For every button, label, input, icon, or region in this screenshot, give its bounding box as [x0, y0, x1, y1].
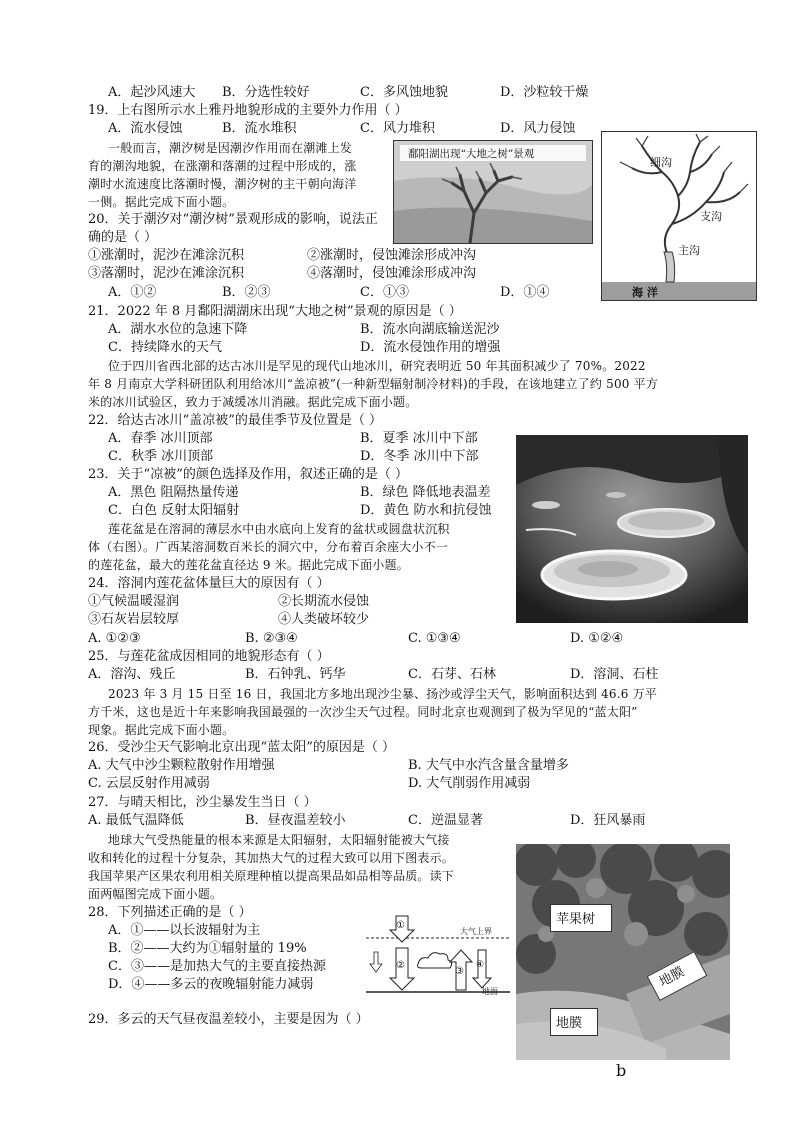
q20-choice-1: ①涨潮时，泥沙在滩涂沉积: [88, 248, 245, 263]
q24-choice-4: ④人类破坏较少: [278, 612, 370, 627]
q28-stem: 28．下列描述正确的是（ ）: [88, 905, 252, 920]
q27-option-c: C．逆温显著: [408, 813, 483, 828]
passage5-line2: 收和转化的过程十分复杂，其加热大气的过程大致可以用下图表示。: [88, 851, 455, 865]
passage1-line3: 潮时水流速度比落潮时慢，潮汐树的主干朝向海洋: [88, 177, 357, 191]
passage5-line4: 面两幅图完成下面小题。: [88, 887, 223, 901]
q20-option-b: B．②③: [222, 285, 271, 300]
q18-option-b: B．分选性较好: [222, 85, 310, 100]
q25-stem: 25．与莲花盆成因相同的地貌形态有（ ）: [88, 649, 330, 664]
q19-stem: 19．上右图所示水上雅丹地貌形成的主要外力作用（ ）: [88, 103, 408, 118]
q27-option-b: B．昼夜温差较小: [245, 813, 346, 828]
q25-option-c: C．石芽、石林: [408, 667, 496, 682]
q24-choice-3: ③石灰岩层较厚: [88, 612, 180, 627]
apple-orchard-photo: [516, 844, 730, 1060]
ground-film-label-2: 地膜: [556, 1016, 583, 1031]
q25-option-b: B．石钟乳、钙华: [245, 667, 346, 682]
photo1-caption: 鄱阳湖出现“大地之树”景观: [408, 148, 535, 160]
q24-stem: 24．溶洞内莲花盆体量巨大的原因有（ ）: [88, 576, 330, 591]
q28-option-c: C．③——是加热大气的主要直接热源: [108, 959, 326, 974]
q26-stem: 26．受沙尘天气影响北京出现“蓝太阳”的原因是（ ）: [88, 740, 395, 755]
q29-stem: 29．多云的天气昼夜温差较小，主要是因为（ ）: [88, 1012, 369, 1027]
q21-option-c: C．持续降水的天气: [108, 340, 222, 355]
q20-option-a: A．①②: [108, 285, 157, 300]
atmosphere-top-label: 大气上界: [460, 927, 492, 936]
q21-option-a: A．湖水水位的急速下降: [108, 322, 248, 337]
passage1-line2: 育的潮沟地貌，在涨潮和落潮的过程中形成的，涨: [88, 159, 357, 173]
q22-option-b: B．夏季 冰川中下部: [360, 431, 478, 446]
q22-option-a: A．春季 冰川顶部: [108, 431, 213, 446]
q27-stem: 27．与晴天相比，沙尘暴发生当日（ ）: [88, 795, 317, 810]
q24-option-d: D. ①②④: [570, 631, 624, 646]
tidal-tree-diagram: [601, 131, 757, 301]
q20-choice-2: ②涨潮时，侵蚀滩涂形成冲沟: [307, 248, 477, 263]
passage1-line1: 一般而言，潮汐树是因潮汐作用而在潮滩上发: [108, 141, 353, 155]
q25-option-d: D．溶洞、石柱: [570, 667, 659, 682]
arrow-4-label: ④: [476, 960, 485, 970]
lotus-basin-photo: [516, 435, 748, 623]
q26-option-c: C. 云层反射作用减弱: [88, 776, 210, 791]
passage4-line2: 方千米，这也是近十年来影响我国最强的一次沙尘天气过程。同时北京也观测到了极为罕见的“蓝太阳”: [88, 705, 638, 719]
q19-option-d: D．风力侵蚀: [500, 121, 576, 136]
q20-stem-line2: 确的是（ ）: [88, 230, 158, 245]
label-branch-channel: 支沟: [700, 210, 722, 223]
apple-tree-label: 苹果树: [556, 912, 596, 927]
q21-option-d: D．流水侵蚀作用的增强: [360, 340, 501, 355]
passage2-line2: 年 8 月南京大学科研团队利用给冰川“盖凉被”(一种新型辐射制冷材料)的手段，在该地建立了约 500 平方: [88, 377, 659, 391]
q24-option-b: B. ②③④: [245, 631, 298, 646]
q19-option-b: B．流水堆积: [222, 121, 297, 136]
label-main-channel: 主沟: [678, 244, 700, 257]
passage2-line1: 位于四川省西北部的达古冰川是罕见的现代山地冰川，研究表明近 50 年其面积减少了 70%。2022: [108, 359, 646, 373]
label-sea: 海 洋: [632, 286, 658, 299]
q20-choice-4: ④落潮时，侵蚀滩涂形成冲沟: [307, 266, 477, 281]
q24-choice-1: ①气候温暖湿润: [88, 594, 180, 609]
passage3-line3: 的莲花盆，最大的莲花盆直径达 9 米。据此完成下面小题。: [88, 558, 409, 572]
passage2-line3: 米的冰川试验区，致力于减缓冰川消融。据此完成下面小题。: [88, 395, 418, 409]
q20-choice-3: ③落潮时，泥沙在滩涂沉积: [88, 266, 245, 281]
arrow-1-label: ①: [396, 920, 405, 931]
arrow-3-label: ③: [455, 966, 464, 977]
q23-stem: 23．关于“凉被”的颜色选择及作用，叙述正确的是（ ）: [88, 467, 408, 482]
atmosphere-heating-diagram: [366, 914, 510, 998]
passage4-line3: 现象。据此完成下面小题。: [88, 723, 235, 737]
q22-option-c: C．秋季 冰川顶部: [108, 449, 214, 464]
q20-option-c: C．①③: [360, 285, 409, 300]
q20-stem-line1: 20．关于潮汐对“潮汐树”景观形成的影响，说法正: [88, 212, 378, 227]
q18-option-c: C．多风蚀地貌: [360, 85, 448, 100]
q22-stem: 22．给达古冰川“盖凉被”的最佳季节及位置是（ ）: [88, 413, 382, 428]
q18-option-a: A．起沙风速大: [108, 85, 196, 100]
q20-option-d: D．①④: [500, 285, 550, 300]
poyang-tree-photo: [393, 140, 593, 244]
q24-option-a: A. ①②③: [88, 631, 141, 646]
q28-option-d: D．④——多云的夜晚辐射能力减弱: [108, 977, 314, 992]
q23-option-a: A．黑色 阻隔热量传递: [108, 485, 239, 500]
passage1-line4: 一侧。据此完成下面小题。: [88, 195, 235, 209]
q24-choice-2: ②长期流水侵蚀: [278, 594, 370, 609]
q24-option-c: C. ①③④: [408, 631, 461, 646]
q21-option-b: B．流水向湖底输送泥沙: [360, 322, 500, 337]
passage5-line3: 我国苹果产区果农利用相关原理种植以提高果品如品相等品质。读下: [88, 869, 455, 883]
figure-b-caption: b: [616, 1061, 627, 1080]
arrow-2-label: ②: [396, 960, 405, 971]
q18-option-d: D．沙粒较干燥: [500, 85, 589, 100]
passage3-line1: 莲花盆是在溶洞的薄层水中由水底向上发育的盆状或圆盘状沉积: [108, 522, 450, 536]
q19-option-a: A．流水侵蚀: [108, 121, 183, 136]
ground-label: 地面: [482, 987, 498, 996]
q22-option-d: D．冬季 冰川中下部: [360, 449, 479, 464]
q19-option-c: C．风力堆积: [360, 121, 435, 136]
q26-option-a: A. 大气中沙尘颗粒散射作用增强: [88, 758, 275, 773]
ground-film-label-1: 地膜: [656, 964, 687, 990]
q26-option-d: D. 大气削弱作用减弱: [408, 776, 531, 791]
q28-option-a: A．①——以长波辐射为主: [108, 923, 261, 938]
q27-option-a: A. 最低气温降低: [88, 813, 184, 828]
passage3-line2: 体（右图）。广西某溶洞数百米长的洞穴中，分布着百余座大小不一: [88, 540, 449, 554]
q25-option-a: A．溶沟、残丘: [88, 667, 176, 682]
q21-stem: 21．2022 年 8 月鄱阳湖湖床出现“大地之树”景观的原因是（ ）: [88, 304, 462, 319]
passage5-line1: 地球大气受热能量的根本来源是太阳辐射，太阳辐射能被大气接: [108, 833, 450, 847]
q23-option-d: D．黄色 防水和抗侵蚀: [360, 503, 492, 518]
q23-option-c: C．白色 反射太阳辐射: [108, 503, 240, 518]
q23-option-b: B．绿色 降低地表温差: [360, 485, 491, 500]
label-fine-channel: 细沟: [650, 156, 672, 169]
q28-option-b: B．②——大约为①辐射量的 19%: [108, 941, 307, 956]
q27-option-d: D．狂风暴雨: [570, 813, 646, 828]
passage4-line1: 2023 年 3 月 15 日至 16 日，我国北方多地出现沙尘暴、扬沙或浮尘天气，影响面积达到 46.6 万平: [108, 687, 657, 701]
q26-option-b: B. 大气中水汽含量含量增多: [408, 758, 569, 773]
